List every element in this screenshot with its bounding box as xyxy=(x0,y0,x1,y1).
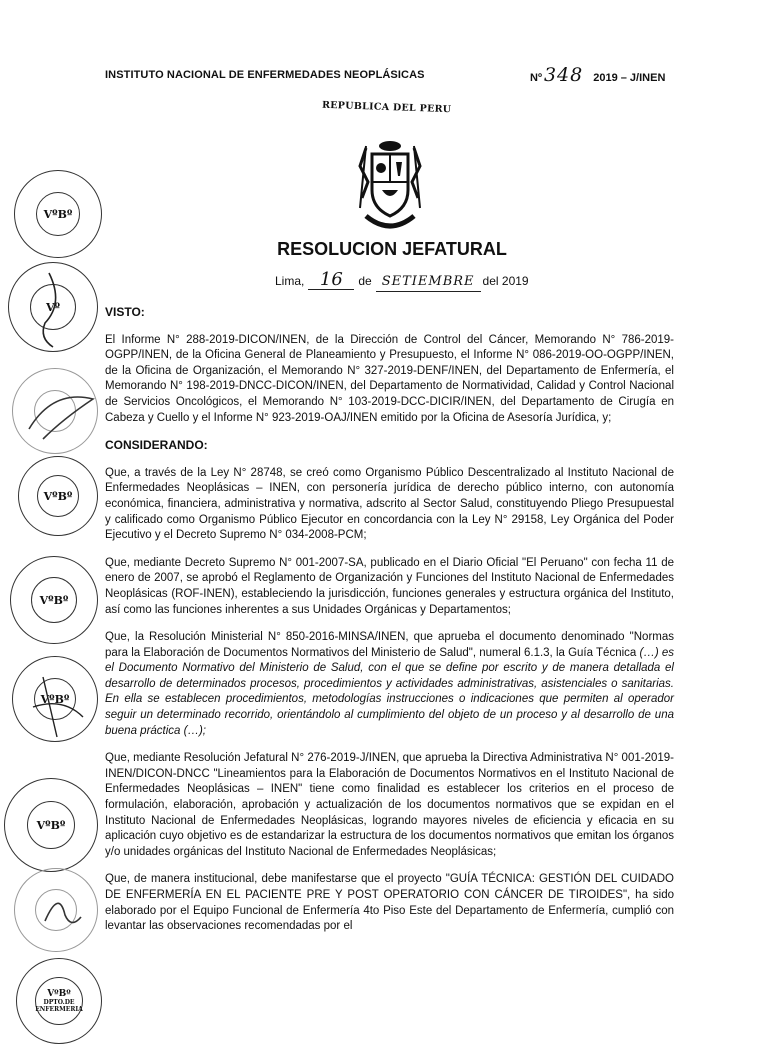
institution-name: INSTITUTO NACIONAL DE ENFERMEDADES NEOPLÁSICAS xyxy=(105,69,425,81)
document-title: RESOLUCION JEFATURAL xyxy=(277,239,507,259)
date-month: SETIEMBRE xyxy=(376,273,481,292)
handwritten-number: 348 xyxy=(543,64,584,86)
stamp-oficina-organizacion xyxy=(10,556,98,644)
stamp-mark: VºBº xyxy=(34,678,76,720)
peru-coat-of-arms-icon xyxy=(352,138,428,238)
considerando-paragraph-5: Que, de manera institucional, debe manifestarse que el proyecto "GUÍA TÉCNICA: GESTIÓN DEL CUIDADO DE ENFERMERÍA EN EL PACIENTE PRE Y POST OPERATORIO CON CÁNCER DE TIROIDES", ha sido elaborado por el Equipo Funcional de Enfermería 4to Piso Este del Departamento de Enfermería, cumplió con levantar las observaciones recomendadas por el xyxy=(105,873,674,933)
stamp-jefatura xyxy=(14,170,102,258)
stamp-mark: VºBº xyxy=(36,192,80,236)
stamp-mark: VºBº xyxy=(31,577,77,623)
visto-heading: VISTO: xyxy=(105,305,145,319)
republica-del-peru-stamp: REPUBLICA DEL PERU xyxy=(321,99,452,116)
considerando-heading: CONSIDERANDO: xyxy=(105,438,208,453)
paragraph-3-quote: (…) es el Documento Normativo del Ministerio de Salud, con el que se define por escrito y de manera detallada el desarrollo de determinados procesos, procedimientos y actividades administrativas, asistenciales o sanitarias. En ella se establecen procedimientos, metodologías instrucciones o indicaciones que permiten al operador seguir un determinado recorrido, orientándolo al cumplimiento del objeto de un proceso y al desarrollo de una buena práctica (…); xyxy=(105,646,674,737)
date-day: 16 xyxy=(308,271,354,290)
date-city: Lima, xyxy=(275,274,305,288)
number-suffix: 2019 – J/INEN xyxy=(593,72,666,84)
signature-scribble-icon xyxy=(9,263,97,351)
number-prefix: Nº xyxy=(530,72,542,84)
dateline xyxy=(275,271,529,292)
considerando-paragraph-4: Que, mediante Resolución Jefatural N° 276-2019-J/INEN, que aprueba la Directiva Administrativa N° 001-2019-INEN/DICON-DNCC "Lineamientos para la Elaboración de Documentos Normativos en el Instituto Nacional de Enfermedades Neoplásicas – INEN" tiene como finalidad es establecer los criterios en el proceso de formulación, elaboración, aprobación y actualización de los documentos normativos que se expidan en el Instituto Nacional de Enfermedades Neoplásicas, logrando mayores niveles de eficiencia y eficacia en su aplicación cuyo objetivo es de estandarizar la estructura de los documentos normativos que emitan los órganos y/o unidades orgánicas del Instituto Nacional de Enfermedades Neoplásicas; xyxy=(105,752,674,858)
stamp-mark: Vº xyxy=(30,284,76,330)
stamp-mark: VºBº xyxy=(27,801,75,849)
stamp-mark: VºBº xyxy=(47,988,71,999)
paragraph-3-plain: Que, la Resolución Ministerial N° 850-2016-MINSA/INEN, que aprueba el documento denominado "Normas para la Elaboración de Documentos Normativos del Ministerio de Salud", numeral 6.1.3, la Guía Técnica xyxy=(105,631,674,659)
document-body xyxy=(105,305,674,947)
visto-text: El Informe N° 288-2019-DICON/INEN, de la Dirección de Control del Cáncer, Memorando N° 786-2019-OGPP/INEN, de la Oficina General de Planeamiento y Presupuesto, el Informe N° 086-2019-OO-OGPP/INEN, de la Oficina de Organización, el Memorando N° 327-2019-DENF/INEN, del Departamento de Enfermería, el Memorando N° 198-2019-DNCC-DICON/INEN, del Departamento de Normatividad, Calidad y Control Nacional de Servicios Oncológicos, el Memorando N° 103-2019-DCC-DICIR/INEN, del Departamento de Cirugía en Cabeza y Cuello y el Informe N° 923-2019-OAJ/INEN emitido por la Oficina de Asesoría Jurídica, y; xyxy=(105,333,674,424)
stamp-mark: VºBº xyxy=(37,475,79,517)
stamp-enfermeria xyxy=(16,958,102,1044)
considerando-paragraph-3 xyxy=(105,630,674,739)
date-de: de xyxy=(358,274,372,288)
stamp-faint-bottom xyxy=(14,868,98,952)
stamp-faint-signature xyxy=(12,368,98,454)
considerando-paragraph-2: Que, mediante Decreto Supremo N° 001-2007-SA, publicado en el Diario Oficial "El Peruano" con fecha 11 de enero de 2007, se aprobó el Reglamento de Organización y Funciones del Instituto Nacional de Enfermedades Neoplásicas (ROF-INEN), estableciendo la jurisdicción, funciones generales y estructura orgánica del Instituto, así como las funciones inherentes a sus Unidades Orgánicas y Departamentos; xyxy=(105,556,674,616)
resolution-number xyxy=(530,64,665,86)
signature-scribble-icon xyxy=(13,657,97,741)
date-year: del 2019 xyxy=(482,274,529,288)
stamp-asesoria-juridica xyxy=(12,656,98,742)
stamp-planeamiento-presupuesto xyxy=(4,778,98,872)
stamp-gerencia-general xyxy=(8,262,98,352)
signature-scribble-icon xyxy=(15,869,97,951)
stamp-planeamiento-ope xyxy=(18,456,98,536)
stamp-enfermeria-label: DPTO.DE ENFERMERIA xyxy=(35,998,83,1013)
signature-scribble-icon xyxy=(13,369,97,453)
considerando-paragraph-1: Que, a través de la Ley N° 28748, se creó como Organismo Público Descentralizado al Instituto Nacional de Enfermedades Neoplásicas – INEN, con personería jurídica de derecho público interno, con autonomía económica, financiera, administrativa y normativa, adscrito al Sector Salud, constituyendo Pliego Presupuestal y calificado como Organismo Público Ejecutor en concordancia con la Ley N° 29158, Ley Orgánica del Poder Ejecutivo y el Decreto Supremo N° 034-2008-PCM; xyxy=(105,466,674,542)
